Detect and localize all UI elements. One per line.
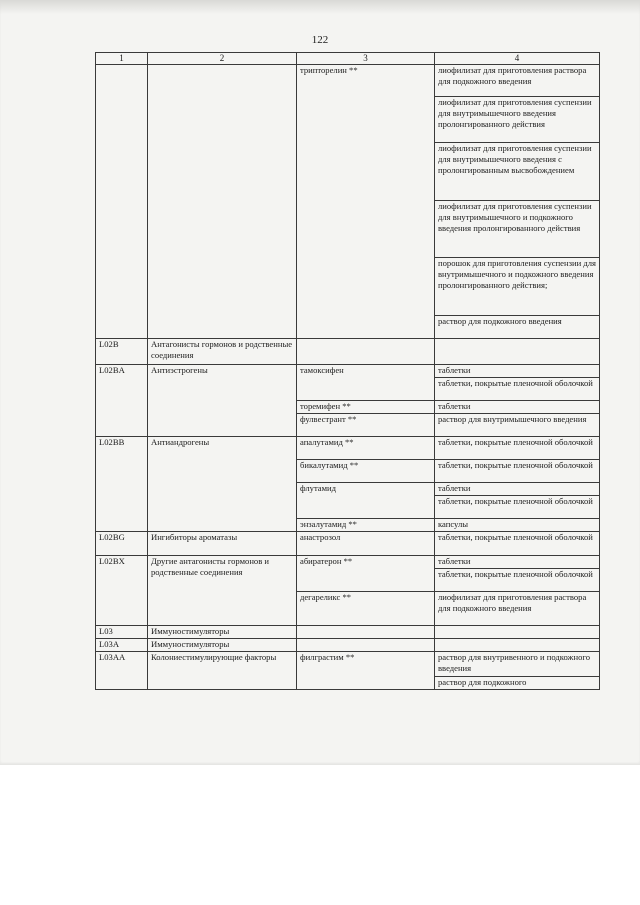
- table-row: [96, 65, 600, 97]
- group-name-cell: Антагонисты гормонов и родственные соединения: [148, 339, 297, 365]
- dosage-form-cell: капсулы: [435, 519, 600, 532]
- drug-name-cell: энзалутамид **: [297, 519, 435, 532]
- code-cell-empty: [96, 65, 148, 339]
- dosage-form-cell: таблетки, покрытые пленочной оболочкой: [435, 496, 600, 519]
- dosage-form-cell: таблетки, покрытые пленочной оболочкой: [435, 378, 600, 401]
- table-row: [96, 626, 600, 639]
- atc-code-cell: L03A: [96, 639, 148, 652]
- dosage-form-cell: таблетки: [435, 556, 600, 569]
- table-row: [96, 556, 600, 569]
- group-name-cell: Ингибиторы ароматазы: [148, 532, 297, 556]
- atc-code-cell: L02B: [96, 339, 148, 365]
- drug-name-cell: торемифен **: [297, 401, 435, 414]
- dosage-form-cell: лиофилизат для приготовления суспензии для внутримышечного введения с пролонгированным высвобождением: [435, 143, 600, 201]
- dosage-form-cell: лиофилизат для приготовления раствора для подкожного введения: [435, 65, 600, 97]
- table-row: [96, 652, 600, 677]
- dosage-form-cell: лиофилизат для приготовления суспензии для внутримышечного введения пролонгированного действия: [435, 97, 600, 143]
- column-header: 2: [148, 53, 297, 65]
- group-cell-empty: [148, 65, 297, 339]
- group-name-cell: Другие антагонисты гормонов и родственные соединения: [148, 556, 297, 626]
- atc-code-cell: L02BX: [96, 556, 148, 626]
- atc-code-cell: L02BG: [96, 532, 148, 556]
- drug-name-cell: апалутамид **: [297, 437, 435, 460]
- atc-code-cell: L03AA: [96, 652, 148, 690]
- drug-name-cell: трипторелин **: [297, 65, 435, 339]
- page-number: 122: [311, 34, 329, 46]
- atc-code-cell: L03: [96, 626, 148, 639]
- drug-name-cell: тамоксифен: [297, 365, 435, 401]
- drug-name-cell: анастрозол: [297, 532, 435, 556]
- blank-margin: [0, 765, 640, 905]
- dosage-form-cell: таблетки: [435, 365, 600, 378]
- dosage-form-cell: таблетки, покрытые пленочной оболочкой: [435, 460, 600, 483]
- column-header: 4: [435, 53, 600, 65]
- table-row: [96, 339, 600, 365]
- table-row: [96, 437, 600, 460]
- dosage-form-cell: таблетки, покрытые пленочной оболочкой: [435, 532, 600, 556]
- dosage-form-cell: лиофилизат для приготовления раствора для подкожного введения: [435, 592, 600, 626]
- table-row: [96, 639, 600, 652]
- group-name-cell: Иммуностимуляторы: [148, 639, 297, 652]
- dosage-form-cell: порошок для приготовления суспензии для внутримышечного и подкожного введения пролонгированного действия;: [435, 258, 600, 316]
- table-header-row: [96, 53, 600, 65]
- drug-name-cell-empty: [297, 626, 435, 639]
- table-row: [96, 365, 600, 378]
- drug-name-cell: дегареликс **: [297, 592, 435, 626]
- drug-name-cell: бикалутамид **: [297, 460, 435, 483]
- column-header: 3: [297, 53, 435, 65]
- drug-name-cell: филграстим **: [297, 652, 435, 690]
- drug-list-table: [95, 52, 600, 690]
- dosage-form-cell: раствор для подкожного введения: [435, 316, 600, 339]
- group-name-cell: Антиандрогены: [148, 437, 297, 532]
- dosage-form-cell: таблетки: [435, 401, 600, 414]
- dosage-form-cell-empty: [435, 626, 600, 639]
- atc-code-cell: L02BB: [96, 437, 148, 532]
- drug-name-cell-empty: [297, 639, 435, 652]
- dosage-form-cell: таблетки: [435, 483, 600, 496]
- table-row: [96, 532, 600, 556]
- drug-name-cell: флутамид: [297, 483, 435, 519]
- atc-code-cell: L02BA: [96, 365, 148, 437]
- dosage-form-cell: раствор для внутримышечного введения: [435, 414, 600, 437]
- drug-name-cell: фулвестрант **: [297, 414, 435, 437]
- group-name-cell: Антиэстрогены: [148, 365, 297, 437]
- group-name-cell: Иммуностимуляторы: [148, 626, 297, 639]
- group-name-cell: Колониестимулирующие факторы: [148, 652, 297, 690]
- dosage-form-cell-empty: [435, 639, 600, 652]
- column-header: 1: [96, 53, 148, 65]
- drug-name-cell-empty: [297, 339, 435, 365]
- drug-name-cell: абиратерон **: [297, 556, 435, 592]
- dosage-form-cell: лиофилизат для приготовления суспензии для внутримышечного и подкожного введения пролонгированного действия: [435, 201, 600, 258]
- dosage-form-cell: таблетки, покрытые пленочной оболочкой: [435, 569, 600, 592]
- dosage-form-cell: раствор для подкожного: [435, 677, 600, 690]
- dosage-form-cell: таблетки, покрытые пленочной оболочкой: [435, 437, 600, 460]
- dosage-form-cell: раствор для внутривенного и подкожного введения: [435, 652, 600, 677]
- dosage-form-cell-empty: [435, 339, 600, 365]
